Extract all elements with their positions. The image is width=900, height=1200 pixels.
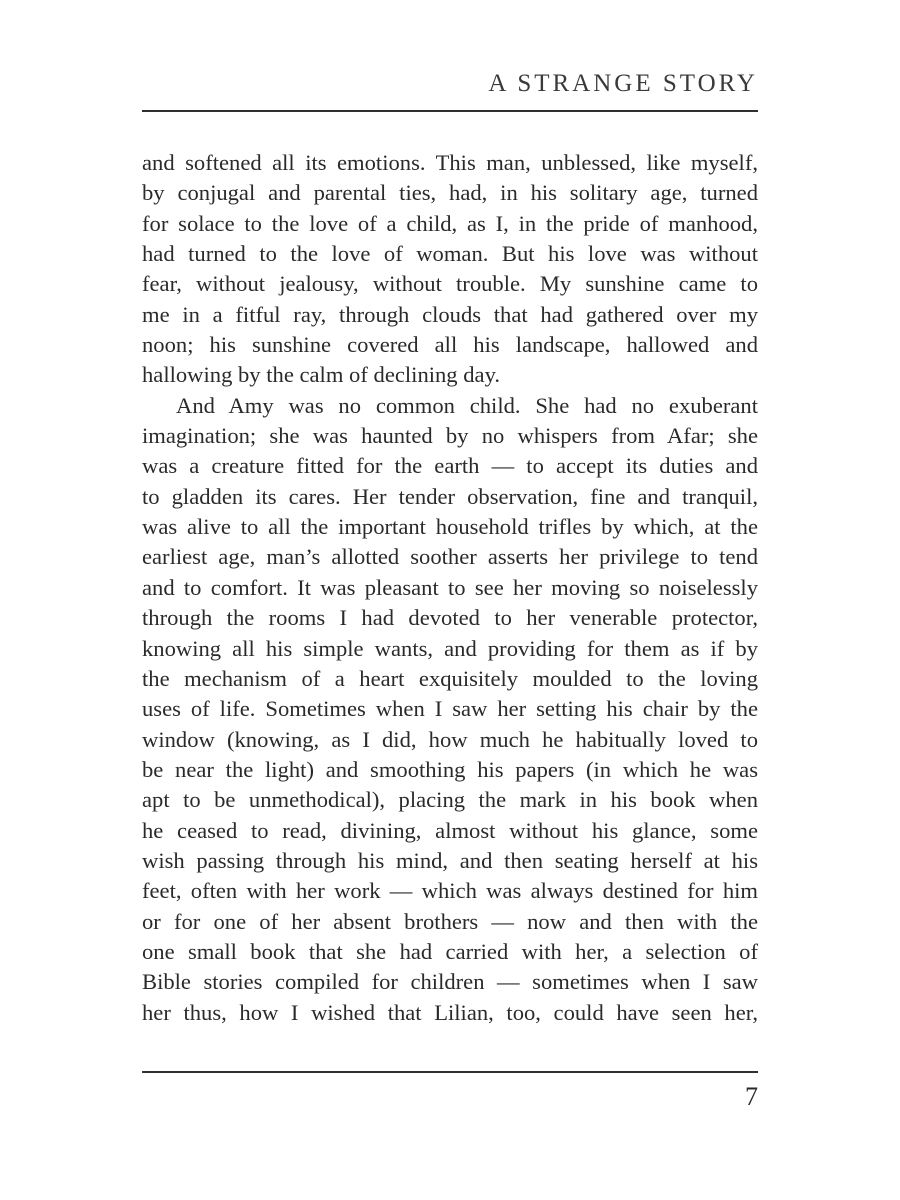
text-line: he ceased to read, divining, almost without his glance, some bbox=[142, 817, 758, 843]
text-line: hallowing by the calm of declining day. bbox=[142, 362, 501, 388]
text-line: fear, without jealousy, without trouble. My sunshine came to bbox=[142, 271, 758, 297]
text-line: me in a fitful ray, through clouds that had gathered over my bbox=[142, 301, 758, 327]
text-line: Bible stories compiled for children — sometimes when I saw bbox=[142, 969, 758, 995]
text-line: through the rooms I had devoted to her venerable protector, bbox=[142, 605, 758, 631]
text-line: be near the light) and smoothing his papers (in which he was bbox=[142, 756, 758, 782]
text-line: her thus, how I wished that Lilian, too, could have seen her, bbox=[142, 999, 758, 1025]
text-line: imagination; she was haunted by no whispers from Afar; she bbox=[142, 423, 758, 449]
text-line: the mechanism of a heart exquisitely moulded to the loving bbox=[142, 665, 758, 691]
text-line: by conjugal and parental ties, had, in his solitary age, turned bbox=[142, 180, 758, 206]
text-line: feet, often with her work — which was always destined for him bbox=[142, 878, 758, 904]
header-rule bbox=[142, 110, 758, 112]
text-line: And Amy was no common child. She had no exuberant bbox=[176, 392, 758, 418]
text-line: and softened all its emotions. This man, unblessed, like myself, bbox=[142, 150, 758, 175]
text-line: or for one of her absent brothers — now and then with the bbox=[142, 908, 758, 934]
text-line: knowing all his simple wants, and providing for them as if by bbox=[142, 635, 758, 661]
text-line: wish passing through his mind, and then seating herself at his bbox=[142, 847, 758, 873]
text-line: earliest age, man’s allotted soother asserts her privilege to tend bbox=[142, 544, 758, 570]
body-text bbox=[142, 148, 758, 1028]
text-line: was alive to all the important household trifles by which, at the bbox=[142, 514, 758, 540]
page-number: 7 bbox=[745, 1082, 758, 1111]
text-line: apt to be unmethodical), placing the mark in his book when bbox=[142, 787, 758, 813]
text-line: to gladden its cares. Her tender observation, fine and tranquil, bbox=[142, 483, 758, 509]
text-line: and to comfort. It was pleasant to see her moving so noiselessly bbox=[142, 574, 758, 600]
text-line: had turned to the love of woman. But his love was without bbox=[142, 241, 758, 267]
text-line: uses of life. Sometimes when I saw her setting his chair by the bbox=[142, 696, 758, 722]
text-line: for solace to the love of a child, as I, in the pride of manhood, bbox=[142, 210, 758, 236]
text-line: was a creature fitted for the earth — to accept its duties and bbox=[142, 453, 758, 479]
text-line: one small book that she had carried with her, a selection of bbox=[142, 938, 758, 964]
text-line: window (knowing, as I did, how much he habitually loved to bbox=[142, 726, 758, 752]
text-line: noon; his sunshine covered all his landscape, hallowed and bbox=[142, 332, 758, 358]
footer-rule bbox=[142, 1071, 758, 1073]
running-head: A STRANGE STORY bbox=[488, 70, 758, 97]
